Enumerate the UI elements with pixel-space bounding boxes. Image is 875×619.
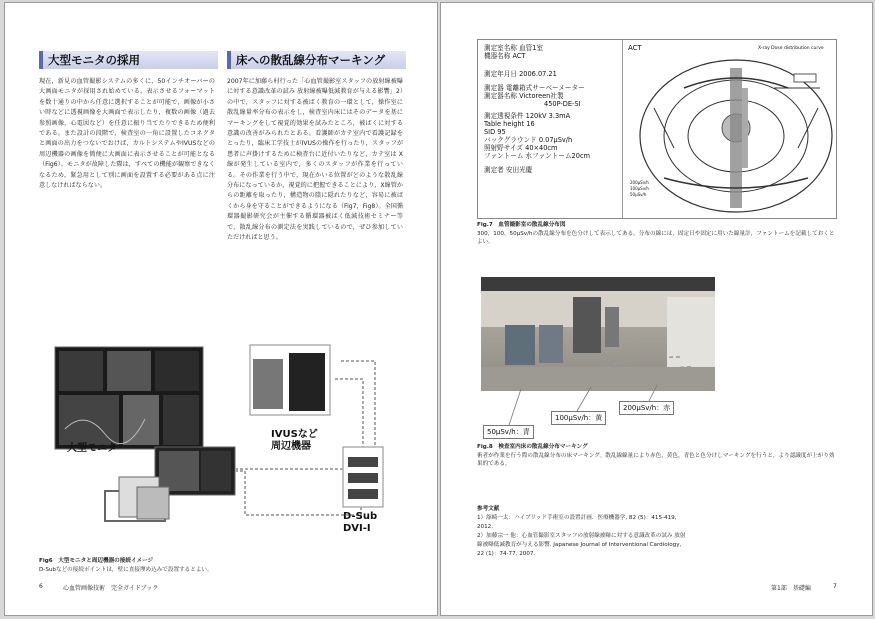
floor-photo-svg xyxy=(481,277,715,391)
legend-100: 100μSv/h xyxy=(630,186,649,191)
measurement-info xyxy=(484,44,624,174)
label-200: 200μSv/h：赤 xyxy=(619,401,674,415)
label-100: 100μSv/h：黄 xyxy=(551,411,606,425)
legend-50: 50μSv/h xyxy=(630,192,647,197)
diagram-subtitle: X-ray Dose distribution curve xyxy=(758,46,824,51)
dose-distribution-diagram xyxy=(624,48,834,216)
diagram-title: ACT xyxy=(628,44,642,52)
fig7-caption-title: Fig.7 血管撮影室の散乱線分布図 xyxy=(477,222,566,228)
info-phantom: ファントーム 水ファントーム20cm xyxy=(484,152,590,160)
fig7-divider xyxy=(622,40,623,218)
info-sid: SID 95 xyxy=(484,128,506,136)
paragraph-floor-marking: 2007年に加藤ら村行った「心血管撮影室スタッフの放射線被曝に対する意識改革の試み 放射線被曝低減教育が与える影響」2）の中で，スタッフに対する被ばく教育の一環として，操作室に散乱線量率分布の表示をし，検査室内床にはそのデータを基にマーキングをして視覚的効果を試みたところ，被ばくに対する意識の改善がみられたとある。看護師がカテ室内で看護記録をとったり，臨床工学技士がIVUSの操作を行ったり，スタッフが患者に声掛けするために検査台に近付いたりなど，カテ室は X線が発生している室内で，多くのスタッフが作業を行っている。その作業を行う中で，現在かいる位置がどのような散乱線分布になっているか，視覚的に把握できることにより，X線管からの距離を取ったり，構造物の陰に隠れたりなど，容易に被ばくから身を守ることができるようになる（Fig7，Fig8）。全国循環器撮影研究会が主催する循環器被ばく低減技術セミナー等で，散乱線分布の測定法を実践しているので，ぜひ参加していただければと思う。 xyxy=(227,78,403,242)
fig7-panel xyxy=(477,39,837,219)
left-page xyxy=(4,2,438,616)
footer-book-title: 心血管画像技術 完全ガイドブック xyxy=(63,585,159,592)
info-instrument-name: 測定器名称 Victoreen社製 xyxy=(484,92,564,100)
fig7-caption-text: 300，100，50μSv/hの散乱線分布を色分けして表示してある。分布の線には，固定日や固定に用いた線量計，ファントームを記載しておくとよい。 xyxy=(477,230,835,245)
diagram-legend xyxy=(630,180,649,198)
info-instrument-model: 450P-DE-SI xyxy=(544,100,581,108)
info-instrument: 測定器 電離箱式サーベーメーター xyxy=(484,84,585,92)
fig8-caption-title: Fig.8 検査室内床の散乱線分布マーキング xyxy=(477,444,588,450)
label-50: 50μSv/h：青 xyxy=(483,425,534,439)
reference-1: 1）舘崎一太：ハイブリッド手術室の設置計画．医療機器学, 82 (5)：415-419, 2012. xyxy=(477,515,677,530)
fig6-caption-title: Fig6 大型モニタと周辺機器の接続イメージ xyxy=(39,558,154,564)
heading-floor-marking: 床への散乱線分布マーキング xyxy=(227,51,406,69)
footer-section: 第1部 基礎編 xyxy=(771,585,811,592)
footer-page-number-right: 7 xyxy=(833,583,837,590)
info-date: 測定年月日 2006.07.21 xyxy=(484,70,557,78)
fig6-ivus-label: IVUSなど 周辺機器 xyxy=(271,429,318,452)
info-field-size: 照射野サイズ 40×40cm xyxy=(484,144,558,152)
legend-200: 200μSv/h xyxy=(630,180,649,185)
fig6-caption xyxy=(39,557,399,574)
footer-page-number-left: 6 xyxy=(39,583,43,590)
heading-large-monitor: 大型モニタの採用 xyxy=(39,51,218,69)
references xyxy=(477,505,687,559)
fig8-caption-text: 術者が作業を行う際の散乱線分布の床マーキング。散乱線線量により赤色，黄色，青色と色分けしマーキングを行うと，より認識度が上がり効果的である。 xyxy=(477,452,835,467)
references-title: 参考文献 xyxy=(477,506,500,512)
fig6-monitor-label: 大型モニタ xyxy=(67,443,117,454)
info-conditions: 測定透視条件 120kV 3.3mA xyxy=(484,112,571,120)
fig6-dsub-label: D-Sub DVI-I xyxy=(343,511,378,534)
fig8-caption xyxy=(477,443,837,469)
label-pointers xyxy=(481,383,721,433)
info-measurer: 測定者 安田光慶 xyxy=(484,166,533,174)
fig8-photo xyxy=(481,277,715,391)
fig6-caption-text: D-Subなどの接続ポイントは，壁に直接埋め込みで設置するとよい。 xyxy=(39,566,213,573)
fig6-illustration xyxy=(45,339,405,549)
reference-2: 2）加藤宗一 他：心血管撮影室スタッフの放射線被曝に対する意識改革の試み 放射線被曝低減教育が与える影響. Japanese Journal of Interventional Cardiology, 22 (1)：74-77, 2007. xyxy=(477,533,686,557)
paragraph-large-monitor: 現在，新見の血管撮影システムの多くに，50インチオーバーの大画面モニタが採用され始めている。表示させるフォーマットを数十通りの中から任意に選択することが可能で，画像が小さい時などに透視画像を大画面で表示したり，複数の画像（過去参照画像，心電図など）を任意に振り当てたりできるため便利である。また設計の段階で，検査室の一角に設置したコネクタと画面の出力をつないでおけば，カルトシステムやIVUSなどの周辺機器の画像を簡便に大画面に表示させることが可能となる（Fig6）。モニタが故障した際は，すべての機能が観察できなくなるため，緊急用として別に画面を設置する必要がある点に注意しなければならない。 xyxy=(39,78,215,190)
info-table-height: Table height 16 xyxy=(484,120,535,128)
info-device: 機器名称 ACT xyxy=(484,52,526,60)
info-room: 測定室名称 血管1室 xyxy=(484,44,544,52)
right-page xyxy=(440,2,873,616)
fig7-caption xyxy=(477,221,837,247)
info-background: バックグラウンド 0.07μSv/h xyxy=(484,136,573,144)
